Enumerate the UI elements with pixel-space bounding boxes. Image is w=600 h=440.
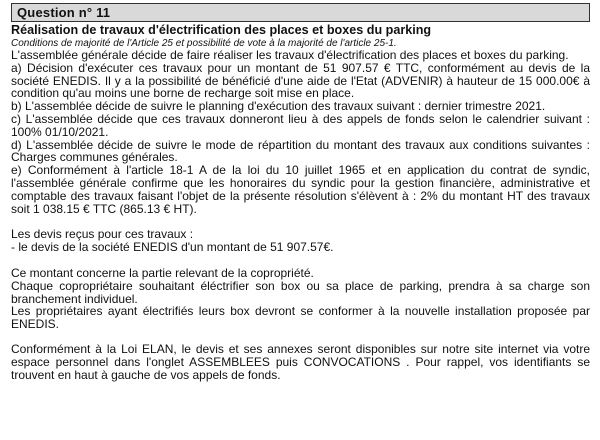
- paragraph-e: e) Conformément à l'article 18-1 A de la loi du 10 juillet 1965 et en application du contrat de syndic, l'assemblée générale confirme que les honoraires du syndic pour la gestion financière, administrative et comptable des travaux faisant l'objet de la présente résolution s'élèvent à : 2% du montant HT des travaux soit 1 038.15 € TTC (865.13 € HT).: [11, 163, 590, 216]
- question-header: Question n° 11: [11, 3, 590, 22]
- paragraph-b: b) L'assemblée décide de suivre le planning d'exécution des travaux suivant : dernier trimestre 2021.: [11, 99, 546, 114]
- devis-heading: Les devis reçus pour ces travaux :: [11, 227, 194, 242]
- paragraph-c: c) L'assemblée décide que ces travaux donneront lieu à des appels de fonds selon le calendrier suivant : 100% 01/10/2021.: [11, 111, 590, 139]
- paragraph-proprietaires: Les propriétaires ayant électrifiés leurs box devront se conformer à la nouvelle installation proposée par ENEDIS.: [11, 304, 590, 332]
- paragraph-elan: Conformément à la Loi ELAN, le devis et ses annexes seront disponibles sur notre site internet via votre espace personnel dans l'onglet ASSEMBLEES puis CONVOCATIONS . Pour rappel, vos identifiants se trouvent en haut à gauche de vos appels de fonds.: [11, 341, 590, 382]
- paragraph-intro: L'assemblée générale décide de faire réaliser les travaux d'électrification des places et boxes du parking.: [11, 48, 569, 62]
- devis-item: - le devis de la société ENEDIS d'un montant de 51 907.57€.: [11, 240, 334, 255]
- paragraph-chaque: Chaque copropriétaire souhaitant éléctrifier son box ou sa place de parking, prendra à sa charge son branchement individuel.: [11, 278, 590, 306]
- paragraph-d: d) L'assemblée décide de suivre le mode de répartition du montant des travaux aux conditions suivantes : Charges communes générales.: [11, 137, 590, 165]
- paragraph-montant: Ce montant concerne la partie relevant de la copropriété.: [11, 265, 314, 280]
- paragraph-a: a) Décision d'exécuter ces travaux pour un montant de 51 907.57 € TTC, conformément au devis de la société ENEDIS. Il y a la possibilité de bénéficié d'une aide de l'Etat (ADVENIR) à hauteur de 15 000.00€ à condition qu'au moins une borne de recharge soit mise en place.: [11, 60, 590, 101]
- resolution-title: Réalisation de travaux d'électrification des places et boxes du parking: [11, 23, 432, 37]
- majority-conditions: Conditions de majorité de l'Article 25 et possibilité de vote à la majorité de l'article 25-1.: [11, 38, 397, 49]
